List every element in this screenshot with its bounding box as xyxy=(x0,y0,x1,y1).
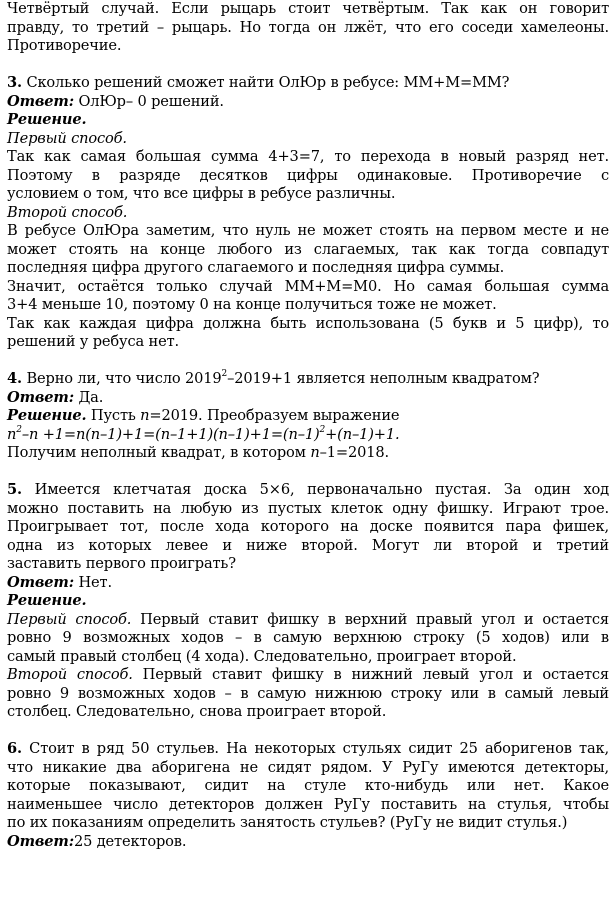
problem-5-question-line-3: Проигрывает тот, после хода которого на доске появится пара фишек, xyxy=(7,518,609,535)
solution-label: Решение. xyxy=(7,407,87,424)
problem-6-question-line-4: наименьшее число детекторов должен РуГу поставить на стулья, чтобы xyxy=(7,795,609,813)
problem-4-conclusion xyxy=(7,444,609,463)
conclusion-text: Получим неполный квадрат, в котором xyxy=(7,444,306,461)
method-2-label: Второй способ. xyxy=(7,203,128,221)
solution-text: =2019. Преобразуем выражение xyxy=(149,407,400,424)
answer-text: Да. xyxy=(78,388,104,406)
answer-label: Ответ: xyxy=(7,388,74,406)
method-2-label: Второй способ. xyxy=(7,666,133,683)
p5-method1-line-3: самый правый столбец (4 хода). Следовательно, проиграет второй. xyxy=(7,647,517,665)
answer-label: Ответ: xyxy=(7,832,74,850)
p3-method2-line-2: может стоять на конце любого из слагаемых, так как тогда совпадут xyxy=(7,240,609,258)
p3-method2-line-1: В ребусе ОлЮра заметим, что нуль не может стоять на первом месте и не xyxy=(7,222,609,239)
problem-4-formula xyxy=(7,426,609,445)
problem-5-number: 5. xyxy=(7,481,22,498)
p5-method1-line-2: ровно 9 возможных ходов – в самую верхнюю строку (5 ходов) или в xyxy=(7,629,609,646)
problem-3-answer xyxy=(7,93,609,112)
formula-part: n xyxy=(7,425,17,443)
question-text: Имеется клетчатая доска 5×6, первоначально пустая. За один ход xyxy=(34,481,609,498)
spacer xyxy=(7,463,609,482)
p5-method2-line-1 xyxy=(7,666,609,685)
problem-5-question-line-2: можно поставить на любую из пустых клеток одну фишку. Играют трое. xyxy=(7,499,609,517)
case4-line-3: Противоречие. xyxy=(7,37,122,54)
method-1-label: Первый способ. xyxy=(7,610,132,628)
problem-6-question-line-2: что никакие два аборигена не сидят рядом. У РуГу имеются детекторы, xyxy=(7,758,609,776)
problem-5-answer xyxy=(7,574,609,593)
problem-3-question-text: Сколько решений сможет найти ОлЮр в ребусе: ММ+М=ММ? xyxy=(26,74,510,91)
problem-6-number: 6. xyxy=(7,740,22,757)
case4-line-2: правду, то третий – рыцарь. Но тогда он лжёт, что его соседи хамелеоны. xyxy=(7,18,609,36)
formula-part: –n +1=n(n–1)+1=(n–1+1)(n–1)+1=(n–1) xyxy=(21,425,320,443)
problem-4-answer xyxy=(7,389,609,408)
problem-5-question-line-5: заставить первого проиграть? xyxy=(7,555,236,572)
p3-method2-line-3: последняя цифра другого слагаемого и последняя цифра суммы. xyxy=(7,259,505,276)
problem-6-question-line-3: которые показывают, сидит на стуле кто-нибудь или нет. Какое xyxy=(7,777,609,794)
problem-5-question-line-4: одна из которых левее и ниже второй. Могут ли второй и третий xyxy=(7,536,609,554)
exponent: 2 xyxy=(221,369,228,380)
solution-label: Решение. xyxy=(7,111,87,128)
problem-3-question xyxy=(7,74,609,93)
p3-method1-line-1: Так как самая большая сумма 4+3=7, то перехода в новый разряд нет. xyxy=(7,148,609,165)
p3-method2-line-4: Значит, остаётся только случай ММ+М=М0. Но самая большая сумма xyxy=(7,277,609,295)
conclusion-text: –1=2018. xyxy=(319,444,390,461)
problem-4-number: 4. xyxy=(7,370,22,387)
exponent: 2 xyxy=(319,424,326,435)
method-text: Первый ставит фишку в нижний левый угол и остается xyxy=(142,666,609,683)
case4-line-1: Четвёртый случай. Если рыцарь стоит четвёртым. Так как он говорит xyxy=(7,0,609,17)
problem-4-question xyxy=(7,370,609,389)
spacer xyxy=(7,352,609,371)
solution-text: Пусть xyxy=(90,407,136,424)
method-1-label: Первый способ. xyxy=(7,129,127,147)
exponent: 2 xyxy=(16,424,22,435)
spacer xyxy=(7,722,609,741)
p5-method1-line-1 xyxy=(7,611,609,630)
variable: n xyxy=(310,444,320,461)
problem-5-question-line-1 xyxy=(7,481,609,500)
method-text: Первый ставит фишку в верхний правый угол и остается xyxy=(140,610,609,628)
answer-text: 25 детекторов. xyxy=(73,832,187,850)
problem-6-question-line-5: по их показаниям определить занятость стульев? (РуГу не видит стулья.) xyxy=(7,814,568,831)
question-text: Верно ли, что число 2019 xyxy=(26,370,222,387)
problem-4-solution xyxy=(7,407,609,426)
p3-method2-line-7: решений у ребуса нет. xyxy=(7,333,180,350)
answer-label: Ответ: xyxy=(7,92,74,110)
solution-label: Решение. xyxy=(7,592,87,609)
problem-3-number: 3. xyxy=(7,74,22,91)
answer-label: Ответ: xyxy=(7,573,74,591)
p3-method2-line-6: Так как каждая цифра должна быть использована (5 букв и 5 цифр), то xyxy=(7,314,609,332)
spacer xyxy=(7,56,609,75)
question-text: Стоит в ряд 50 стульев. На некоторых стульях сидит 25 аборигенов так, xyxy=(29,740,609,757)
variable: n xyxy=(140,407,150,424)
answer-text: ОлЮр– 0 решений. xyxy=(78,92,224,110)
p3-method2-line-5: 3+4 меньше 10, поэтому 0 на конце получиться тоже не может. xyxy=(7,296,497,313)
problem-6-question-line-1 xyxy=(7,740,609,759)
answer-text: Нет. xyxy=(78,573,112,591)
problem-6-answer xyxy=(7,833,609,852)
p5-method2-line-2: ровно 9 возможных ходов – в самую нижнюю строку или в самый левый xyxy=(7,684,609,702)
question-text: –2019+1 является неполным квадратом? xyxy=(227,370,540,387)
formula-part: +(n–1)+1. xyxy=(325,425,400,443)
p3-method1-line-2: Поэтому в разряде десятков цифры одинаковые. Противоречие с xyxy=(7,166,609,184)
p5-method2-line-3: столбец. Следовательно, снова проиграет второй. xyxy=(7,703,387,720)
p3-method1-line-3: условием о том, что все цифры в ребусе различны. xyxy=(7,185,396,202)
